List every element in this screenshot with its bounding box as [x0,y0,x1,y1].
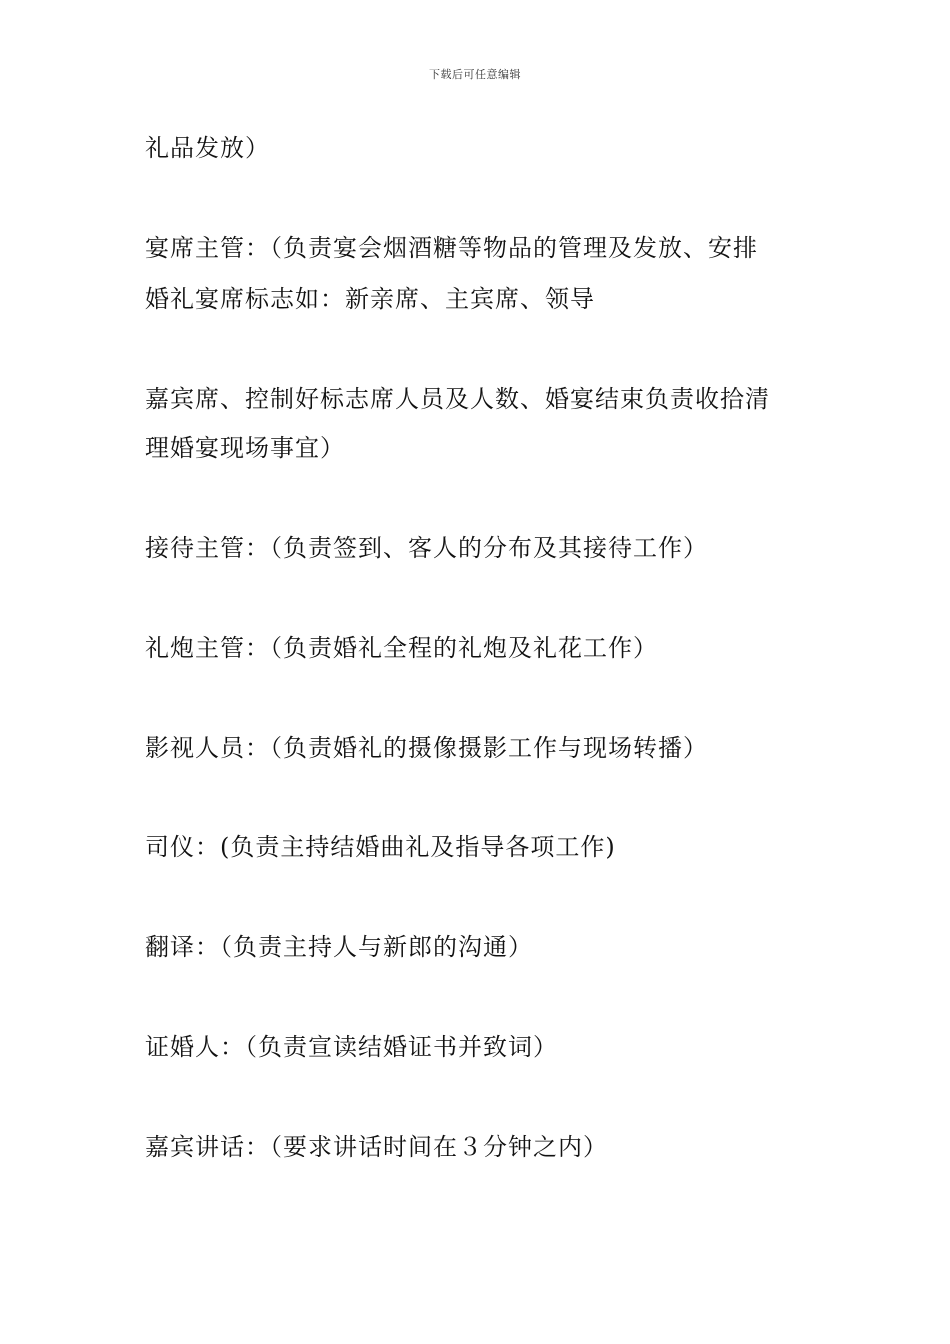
text-line-banquet-3: 嘉宾席、控制好标志席人员及人数、婚宴结束负责收拾清 [145,385,770,413]
text-line-salute: 礼炮主管：（负责婚礼全程的礼炮及礼花工作） [145,634,658,662]
page-header: 下载后可任意编辑 [429,68,521,81]
text-line-video: 影视人员：（负责婚礼的摄像摄影工作与现场转播） [145,734,708,762]
text-line-guest-speech: 嘉宾讲话：（要求讲话时间在３分钟之内） [145,1133,608,1161]
text-line-gift: 礼品发放） [145,134,270,162]
text-line-banquet-2: 婚礼宴席标志如：新亲席、主宾席、领导 [145,285,595,313]
text-line-witness: 证婚人：（负责宣读结婚证书并致词） [145,1033,558,1061]
text-line-banquet-1: 宴席主管：（负责宴会烟酒糖等物品的管理及发放、安排 [145,234,758,262]
text-line-reception: 接待主管：（负责签到、客人的分布及其接待工作） [145,534,708,562]
text-line-translator: 翻译：（负责主持人与新郎的沟通） [145,933,533,961]
text-line-emcee: 司仪：(负责主持结婚曲礼及指导各项工作) [145,833,616,861]
text-line-banquet-4: 理婚宴现场事宜） [145,434,345,462]
